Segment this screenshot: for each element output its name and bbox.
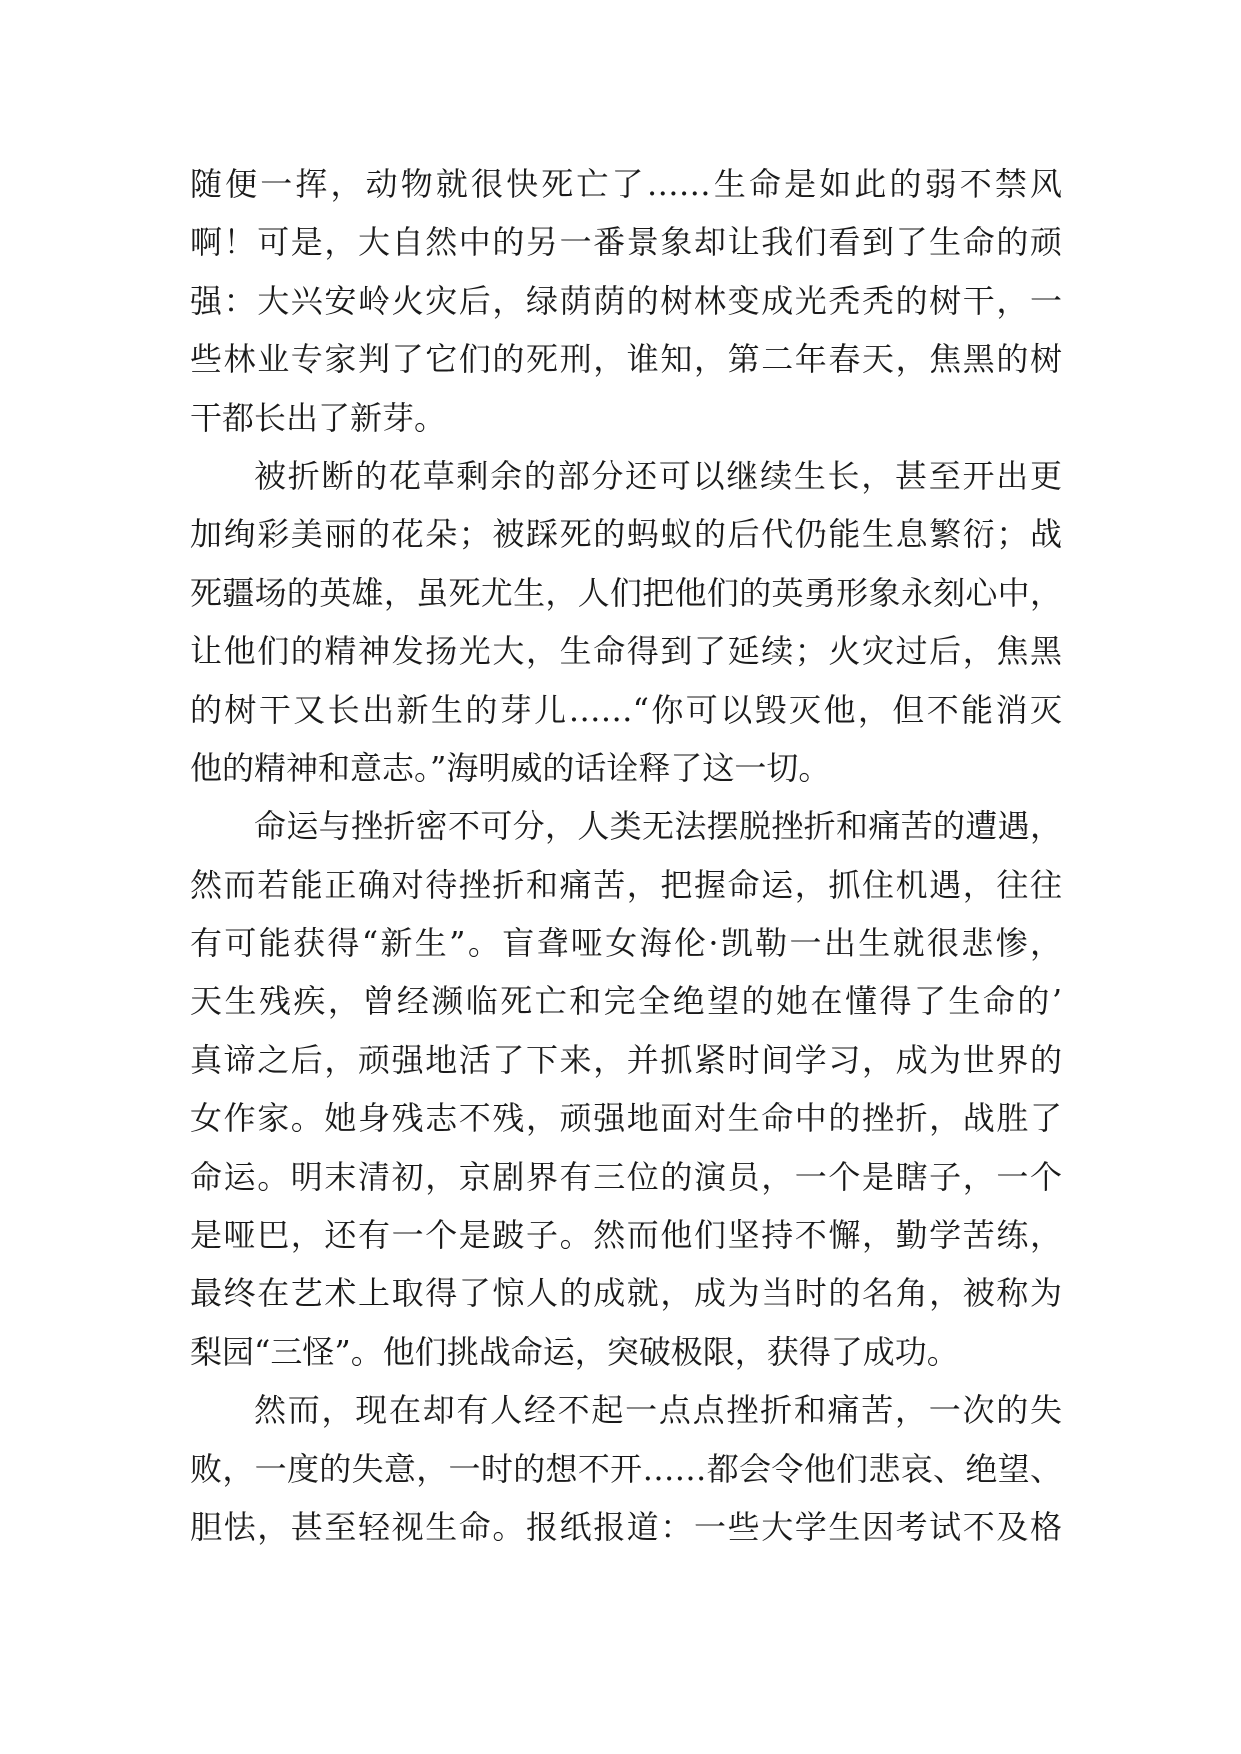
text-line: 命运与挫折密不可分，人类无法摆脱挫折和痛苦的遭遇， — [254, 807, 1062, 846]
text-line: 天生残疾，曾经濒临死亡和完全绝望的她在懂得了生命的’ — [190, 982, 1062, 1021]
text-line: 女作家。她身残志不残，顽强地面对生命中的挫折，战胜了 — [190, 1099, 1062, 1138]
text-line: 是哑巴，还有一个是跛子。然而他们坚持不懈，勤学苦练， — [190, 1216, 1062, 1255]
text-line: 命运。明末清初，京剧界有三位的演员，一个是瞎子，一个 — [190, 1157, 1062, 1196]
text-line: 死疆场的英雄，虽死尤生，人们把他们的英勇形象永刻心中， — [190, 573, 1062, 612]
text-line: 他的精神和意志。”海明威的话诠释了这一切。 — [190, 748, 831, 787]
text-line: 随便一挥，动物就很快死亡了……生命是如此的弱不禁风 — [190, 165, 1062, 203]
text-line: 梨园“三怪”。他们挑战命运，突破极限，获得了成功。 — [190, 1332, 959, 1371]
text-line: 加绚彩美丽的花朵；被踩死的蚂蚁的后代仍能生息繁衍；战 — [190, 515, 1062, 554]
paragraph — [190, 797, 1062, 1381]
text-line: 有可能获得“新生”。盲聋哑女海伦·凯勒一出生就很悲惨， — [190, 924, 1062, 963]
text-line: 真谛之后，顽强地活了下来，并抓紧时间学习，成为世界的 — [190, 1040, 1062, 1079]
text-line: 啊！可是，大自然中的另一番景象却让我们看到了生命的顽 — [190, 223, 1062, 262]
text-line: 败，一度的失意，一时的想不开……都会令他们悲哀、绝望、 — [190, 1449, 1062, 1488]
text-line: 干都长出了新芽。 — [190, 398, 447, 437]
text-line: 然而，现在却有人经不起一点点挫折和痛苦，一次的失 — [254, 1391, 1062, 1430]
text-line: 强：大兴安岭火灾后，绿荫荫的树林变成光秃秃的树干，一 — [190, 281, 1062, 320]
paragraph — [190, 155, 1062, 447]
text-line: 让他们的精神发扬光大，生命得到了延续；火灾过后，焦黑 — [190, 632, 1062, 671]
text-line: 被折断的花草剩余的部分还可以继续生长，甚至开出更 — [254, 456, 1062, 495]
text-line: 最终在艺术上取得了惊人的成就，成为当时的名角，被称为 — [190, 1274, 1062, 1313]
paragraph — [190, 1381, 1062, 1556]
text-line: 胆怯，甚至轻视生命。报纸报道：一些大学生因考试不及格 — [190, 1507, 1062, 1546]
paragraph — [190, 447, 1062, 797]
text-line: 些林业专家判了它们的死刑，谁知，第二年春天，焦黑的树 — [190, 340, 1062, 379]
body-text — [190, 155, 1062, 1556]
text-line: 的树干又长出新生的芽儿……“你可以毁灭他，但不能消灭 — [190, 690, 1062, 729]
text-line: 然而若能正确对待挫折和痛苦，把握命运，抓住机遇，往往 — [190, 865, 1062, 904]
